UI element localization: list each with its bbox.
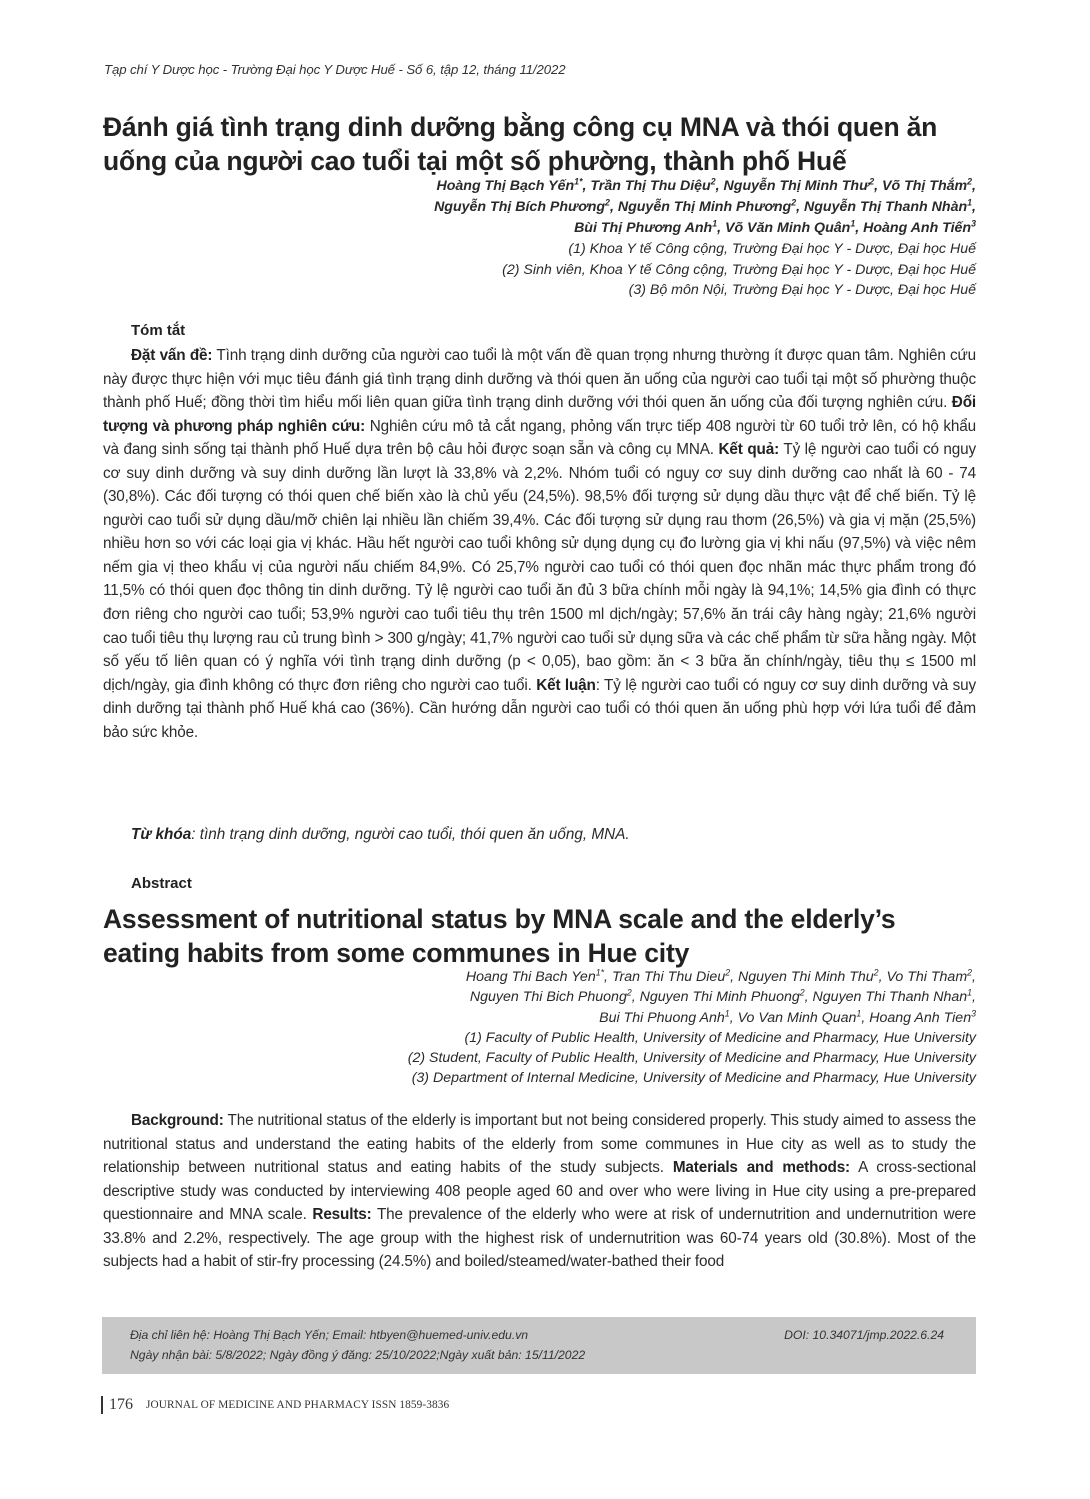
author-name: Nguyễn Thị Bích Phương — [434, 199, 606, 215]
abstract-paragraph — [103, 1109, 976, 1274]
affiliation-marker: 1 — [724, 1007, 730, 1018]
affiliation-marker: 1 — [856, 1007, 862, 1018]
affiliation-marker: 1 — [712, 218, 718, 229]
keywords-label: Từ khóa — [131, 826, 192, 843]
doi: DOI: 10.34071/jmp.2022.6.24 — [784, 1328, 944, 1342]
summary-heading: Tóm tắt — [131, 322, 186, 339]
article-title-en — [103, 902, 983, 970]
affiliation-marker: 2 — [710, 176, 716, 187]
author-name: Nguyễn Thị Minh Phương — [617, 199, 792, 215]
author-name: Hoàng Anh Tiến — [863, 220, 972, 236]
run-in-heading: Materials and methods: — [672, 1159, 851, 1177]
affiliation-marker: 3 — [971, 218, 976, 229]
author-name: Võ Thị Thắm — [882, 178, 968, 194]
author-name: Nguyễn Thị Minh Thư — [723, 178, 870, 194]
body-text-run: : Tỷ lệ người cao tuổi có nguy cơ suy dinh dưỡng và suy dinh dưỡng tại thành phố Huế khá cao (36%). Cần hướng dẫn người cao tuổi có thói quen ăn uống phù hợp với lứa tuổi để đảm bảo sức khỏe. — [103, 676, 976, 741]
author-list-en — [408, 967, 976, 1028]
affiliation: (3) Bộ môn Nội, Trường Đại học Y - Dược, Đại học Huế — [628, 282, 976, 298]
affiliation-marker: 2 — [967, 176, 973, 187]
summary-paragraph — [103, 344, 976, 744]
author-name: Nguyễn Thị Thanh Nhàn — [803, 199, 968, 215]
author-affiliation-list-en — [408, 967, 976, 1089]
page-number: 176 — [109, 1396, 133, 1413]
body-text-run: A cross-sectional descriptive study was conducted by interviewing 408 people aged 60 and over who were living in Hue city using a pre-prepared questionnaire and MNA scale. — [103, 1159, 976, 1224]
affiliation-marker: 2 — [725, 967, 731, 978]
author-name: Hoang Thi Bach Yen — [465, 969, 596, 985]
affiliation-marker: 1 — [850, 218, 856, 229]
run-in-heading: Results: — [312, 1206, 372, 1224]
journal-header: Tạp chí Y Dược học - Trường Đại học Y Dược Huế - Số 6, tập 12, tháng 11/2022 — [104, 62, 566, 77]
author-name: Vo Van Minh Quan — [737, 1009, 857, 1026]
correspondence-box — [102, 1317, 976, 1374]
affiliation-marker: 2 — [967, 967, 973, 978]
keywords — [131, 826, 630, 844]
author-line: Bui Thi Phuong Anh$^1$, Vo Van Minh Quan$^1$, Hoang Anh Tien$^3$ — [599, 1007, 976, 1026]
run-in-heading: Background: — [131, 1112, 224, 1129]
abstract-body — [103, 1109, 976, 1274]
body-text-run: The nutritional status of the elderly is important but not being considered properly. This study aimed to assess the nutritional status and understand the eating habits of the elderly from some communes in Hue city as well as to study the relationship between nutritional status and eating habits of the study subjects. — [103, 1112, 976, 1177]
author-name: Hoang Anh Tien — [869, 1009, 972, 1026]
keywords-text: : tình trạng dinh dưỡng, người cao tuổi, thói quen ăn uống, MNA. — [191, 826, 630, 843]
run-in-heading: Đặt vấn đề: — [131, 347, 213, 364]
affiliation-marker: 1* — [595, 967, 605, 978]
author-line: Hoang Thi Bach Yen$^{1*}$, Tran Thi Thu Dieu$^2$, Nguyen Thi Minh Thu$^2$, Vo Thi Tham$^2$, — [465, 967, 976, 985]
affiliation-marker: 2 — [873, 967, 879, 978]
author-line: Nguyen Thi Bich Phuong$^2$, Nguyen Thi Minh Phuong$^2$, Nguyen Thi Thanh Nhan$^1$, — [469, 987, 976, 1006]
footer-journal-name: JOURNAL OF MEDICINE AND PHARMACY ISSN 1859-3836 — [146, 1399, 450, 1411]
author-name: Hoàng Thị Bạch Yến — [436, 178, 575, 194]
affiliation: (2) Student, Faculty of Public Health, University of Medicine and Pharmacy, Hue University — [407, 1050, 976, 1067]
affiliation-marker: 2 — [799, 987, 805, 998]
author-line: Hoàng Thị Bạch Yến$^{1*}$, Trần Thị Thu Diệu$^2$, Nguyễn Thị Minh Thư$^2$, Võ Thị Thắm$^2$, — [436, 176, 976, 194]
affiliation: (1) Faculty of Public Health, University of Medicine and Pharmacy, Hue University — [464, 1029, 976, 1046]
footer-rule — [101, 1396, 103, 1414]
author-name: Bùi Thị Phương Anh — [574, 220, 713, 236]
author-name: Võ Văn Minh Quân — [724, 220, 851, 236]
body-text-run: Tỷ lệ người cao tuổi có nguy cơ suy dinh dưỡng và suy dinh dưỡng lần lượt là 33,8% và 2,2%. Nhóm tuổi có nguy cơ suy dinh dưỡng cao nhất là 60 - 74 (30,8%). Các đối tượng có thói quen chế biến xào là chủ yếu (24,5%). 98,5% đối tượng sử dụng dầu thực vật để chế biến. Tỷ lệ người cao tuổi sử dụng dầu/mỡ chiên lại nhiều lần chiếm 39,4%. Các đối tượng sử dụng rau thơm (26,5%) và gia vị mặn (25,5%) nhiều hơn so với các loại gia vị khác. Hầu hết người cao tuổi không sử dụng dụng cụ đo lường gia vị khi nấu (97,5%) và việc nêm nếm gia vị theo khẩu vị của người nấu chiếm 84,9%. Có 25,7% người cao tuổi có thói quen đọc nhãn mác thực phẩm trong đó 11,5% có thói quen đọc thông tin dinh dưỡng. Tỷ lệ người cao tuổi ăn đủ 3 bữa chính mỗi ngày là 94,1%; 14,5% gia đình có thực đơn riêng cho người cao tuổi; 53,9% người cao tuổi tiêu thụ trên 1500 ml dịch/ngày; 57,6% ăn trái cây hàng ngày; 21,6% người cao tuổi tiêu thụ lượng rau củ trung bình > 300 g/ngày; 41,7% người cao tuổi sử dụng sữa và các chế phẩm từ sữa hằng ngày. Một số yếu tố liên quan có ý nghĩa với tình trạng dinh dưỡng (p < 0,05), bao gồm: ăn < 3 bữa ăn chính/ngày, tiêu thụ ≤ 1500 ml dịch/ngày, gia đình không có thực đơn riêng cho người cao tuổi. — [103, 441, 976, 694]
affiliation-marker: 2 — [791, 197, 797, 208]
author-name: Nguyen Thi Minh Phuong — [639, 989, 800, 1006]
run-in-heading: Kết luận — [536, 676, 596, 694]
author-name: Nguyen Thi Thanh Nhan — [812, 989, 968, 1006]
affiliation-marker: 2 — [626, 987, 632, 998]
body-text-run: The prevalence of the elderly who were at risk of undernutrition and undernutrition were 33.8% and 2.2%, respectively. The age group with the highest risk of undernutrition was 60-74 years old (30.8%). Most of the subjects had a habit of stir-fry processing (24.5%) and boiled/steamed/water-bathed their food — [103, 1206, 976, 1271]
title-line: uống của người cao tuổi tại một số phường, thành phố Huế — [103, 146, 847, 176]
author-name: Tran Thi Thu Dieu — [611, 969, 726, 985]
affiliation: (2) Sinh viên, Khoa Y tế Công cộng, Trường Đại học Y - Dược, Đại học Huế — [502, 261, 976, 278]
affiliation: (3) Department of Internal Medicine, University of Medicine and Pharmacy, Hue University — [411, 1070, 976, 1087]
author-name: Bui Thi Phuong Anh — [599, 1009, 725, 1026]
affiliation-marker: 2 — [869, 176, 875, 187]
affiliation: (1) Khoa Y tế Công cộng, Trường Đại học Y - Dược, Đại học Huế — [568, 241, 976, 257]
publication-dates: Ngày nhận bài: 5/8/2022; Ngày đồng ý đăng: 25/10/2022;Ngày xuất bản: 15/11/2022 — [130, 1348, 586, 1362]
body-text-run: Tình trạng dinh dưỡng của người cao tuổi là một vấn đề quan trọng nhưng thường ít được quan tâm. Nghiên cứu này được thực hiện với mục tiêu đánh giá tình trạng dinh dưỡng và thói quen ăn uống của người cao tuổi tại một số phường thuộc thành phố Huế; đồng thời tìm hiểu mối liên quan giữa tình trạng dinh dưỡng với thói quen ăn uống của đối tượng nghiên cứu. — [103, 347, 976, 412]
author-line: Bùi Thị Phương Anh$^1$, Võ Văn Minh Quân$^1$, Hoàng Anh Tiến$^3$ — [574, 218, 976, 236]
title-line: Đánh giá tình trạng dinh dưỡng bằng công cụ MNA và thói quen ăn — [103, 112, 938, 142]
title-line: Assessment of nutritional status by MNA scale and the elderly’s — [103, 904, 896, 934]
affiliation-marker: 2 — [605, 197, 610, 208]
abstract-heading: Abstract — [131, 875, 192, 892]
body-text-run: Nghiên cứu mô tả cắt ngang, phỏng vấn trực tiếp 408 người từ 60 tuổi trở lên, có hộ khẩu và đang sinh sống tại thành phố Huế dựa trên bộ câu hỏi được soạn sẵn và công cụ MNA. — [103, 417, 976, 459]
title-line: eating habits from some communes in Hue city — [103, 938, 690, 968]
affiliation-marker: 3 — [971, 1007, 976, 1018]
run-in-heading: Kết quả: — [718, 441, 780, 459]
summary-body — [103, 344, 976, 744]
affiliation-marker: 1 — [967, 197, 973, 208]
affiliation-list-vn — [502, 239, 976, 301]
run-in-heading: Đối tượng và phương pháp nghiên cứu: — [103, 394, 976, 435]
page-footer — [101, 1396, 449, 1414]
author-line: Nguyễn Thị Bích Phương$^2$, Nguyễn Thị Minh Phương$^2$, Nguyễn Thị Thanh Nhàn$^1$, — [434, 197, 976, 215]
author-list-vn — [434, 176, 976, 239]
affiliation-marker: 1 — [967, 987, 973, 998]
contact-info: Địa chỉ liên hệ: Hoàng Thị Bạch Yến; Email: htbyen@huemed-univ.edu.vn — [130, 1328, 529, 1342]
author-name: Vo Thi Tham — [886, 969, 968, 985]
author-name: Nguyen Thi Minh Thu — [738, 969, 874, 985]
author-name: Trần Thị Thu Diệu — [590, 178, 711, 194]
article-title-vn — [103, 110, 983, 178]
affiliation-marker: 1* — [574, 176, 583, 187]
author-name: Nguyen Thi Bich Phuong — [469, 989, 627, 1006]
